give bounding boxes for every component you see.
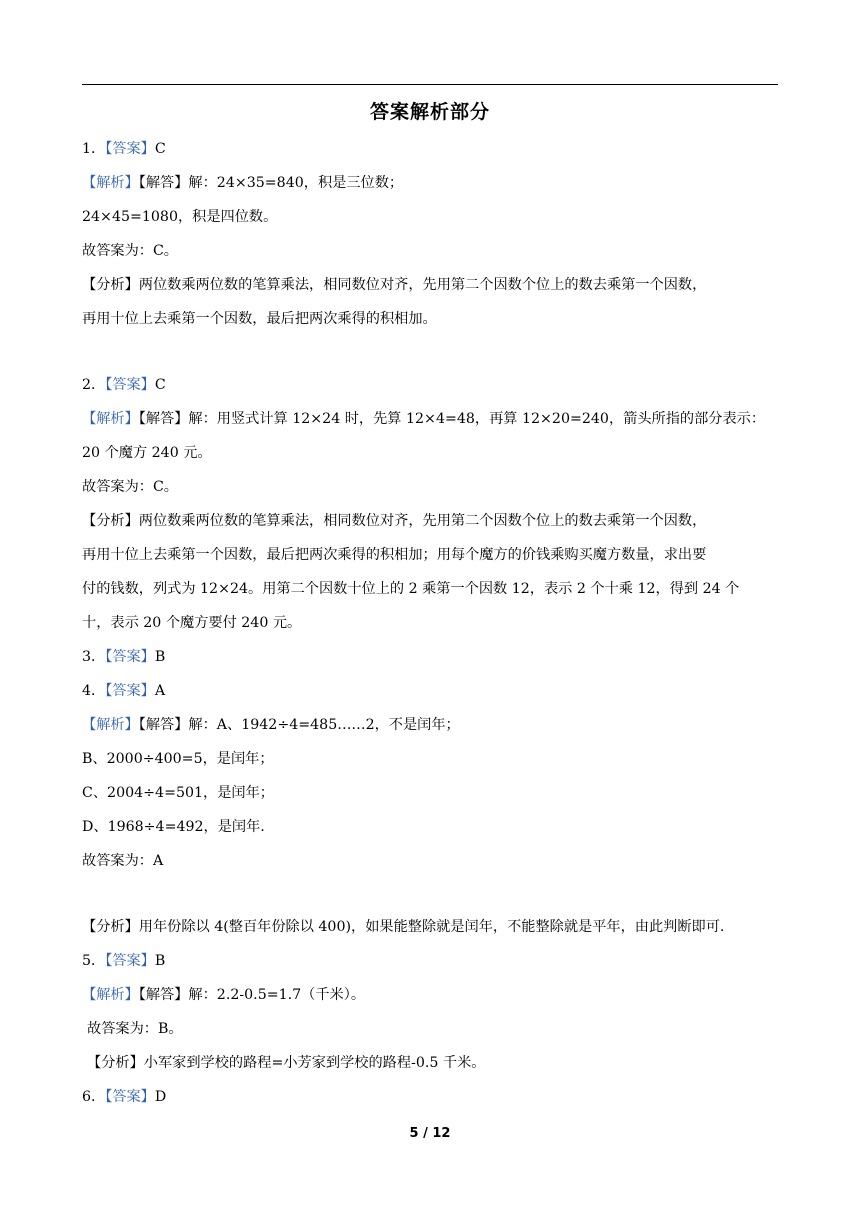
answer-value: B [154, 649, 166, 665]
jieda-tag: 【解答】 [138, 175, 189, 191]
q1-analysis-line [82, 275, 782, 295]
q1-solution-line [82, 173, 782, 193]
fenxi-tag: 【分析】 [87, 1055, 144, 1071]
answer-value: A [154, 683, 166, 699]
question-number: 5． [82, 953, 106, 969]
q2-analysis-line: 付的钱数，列式为 12×24。用第二个因数十位上的 2 乘第一个因数 12，表示 2 个十乘 12，得到 24 个 [82, 581, 740, 597]
answer-value: C [154, 141, 166, 157]
question-number: 1． [82, 141, 106, 157]
solution-text: 解：2.2-0.5=1.7（千米）。 [188, 987, 366, 1003]
jiexi-tag: 【解析】 [82, 717, 139, 733]
jiexi-tag: 【解析】 [82, 987, 139, 1003]
q2-analysis-line [82, 511, 782, 531]
q2-answer-line [82, 375, 782, 395]
q4-solution-line: B、2000÷400=5，是闰年； [82, 751, 274, 767]
q3-answer-line [82, 647, 782, 667]
q4-solution-line: D、1968÷4=492，是闰年. [82, 819, 265, 835]
jieda-tag: 【解答】 [138, 987, 189, 1003]
answer-tag: 【答案】 [105, 649, 155, 665]
analysis-text: 小军家到学校的路程=小芳家到学校的路程-0.5 千米。 [143, 1055, 486, 1071]
q2-analysis-line: 再用十位上去乘第一个因数，最后把两次乘得的积相加；用每个魔方的价钱乘购买魔方数量，求出要 [82, 547, 707, 563]
q4-answer-line [82, 681, 782, 701]
header-rule [82, 84, 778, 85]
q4-solution-line [82, 715, 782, 735]
q2-solution-line [82, 409, 782, 429]
analysis-text: 两位数乘两位数的笔算乘法，相同数位对齐，先用第二个因数个位上的数去乘第一个因数， [138, 513, 707, 529]
answer-tag: 【答案】 [105, 953, 155, 969]
question-number: 4． [82, 683, 106, 699]
question-number: 2． [82, 377, 106, 393]
q1-solution-line: 24×45=1080，积是四位数。 [82, 209, 278, 225]
q6-answer-line [82, 1087, 782, 1107]
solution-text: 解：A、1942÷4=485……2，不是闰年； [188, 717, 460, 733]
fenxi-tag: 【分析】 [82, 513, 139, 529]
q5-answer-line [82, 951, 782, 971]
answer-tag: 【答案】 [105, 683, 155, 699]
q5-conclusion: 故答案为：B。 [87, 1021, 183, 1037]
question-number: 3． [82, 649, 106, 665]
analysis-text: 用年份除以 4(整百年份除以 400)，如果能整除就是闰年，不能整除就是平年，由此判断即可. [138, 919, 725, 935]
answer-value: C [154, 377, 166, 393]
answer-value: D [154, 1089, 167, 1105]
answer-tag: 【答案】 [105, 377, 155, 393]
analysis-text: 两位数乘两位数的笔算乘法，相同数位对齐，先用第二个因数个位上的数去乘第一个因数， [138, 277, 707, 293]
answer-value: B [154, 953, 166, 969]
q2-solution-line: 20 个魔方 240 元。 [82, 445, 212, 461]
q4-analysis-line [82, 917, 782, 937]
fenxi-tag: 【分析】 [82, 277, 139, 293]
jiexi-tag: 【解析】 [82, 175, 139, 191]
solution-text: 解：用竖式计算 12×24 时，先算 12×4=48，再算 12×20=240，箭头所指的部分表示： [188, 411, 766, 427]
q2-conclusion: 故答案为：C。 [82, 479, 178, 495]
answer-tag: 【答案】 [105, 1089, 155, 1105]
q4-solution-line: C、2004÷4=501，是闰年； [82, 785, 274, 801]
page-number: 5 / 12 [409, 1126, 451, 1141]
page-title: 答案解析部分 [369, 101, 490, 123]
jieda-tag: 【解答】 [138, 717, 189, 733]
question-number: 6． [82, 1089, 106, 1105]
q1-answer-line [82, 139, 782, 159]
q4-conclusion: 故答案为：A [82, 853, 164, 869]
q5-solution-line [82, 985, 782, 1005]
jieda-tag: 【解答】 [138, 411, 189, 427]
jiexi-tag: 【解析】 [82, 411, 139, 427]
q2-analysis-line: 十，表示 20 个魔方要付 240 元。 [82, 615, 302, 631]
answer-tag: 【答案】 [105, 141, 155, 157]
solution-text: 解：24×35=840，积是三位数； [188, 175, 404, 191]
q5-analysis-line [87, 1053, 787, 1073]
q1-conclusion: 故答案为：C。 [82, 243, 178, 259]
q1-analysis-line: 再用十位上去乘第一个因数，最后把两次乘得的积相加。 [82, 311, 437, 327]
fenxi-tag: 【分析】 [82, 919, 139, 935]
